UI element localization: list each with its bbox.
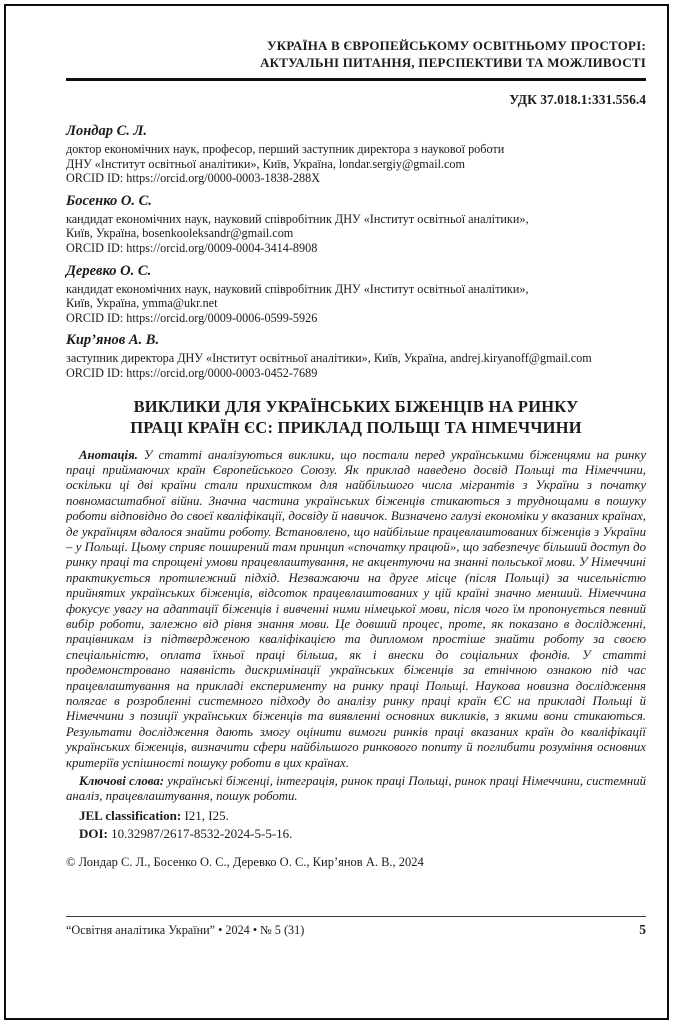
keywords-text: українські біженці, інтеграція, ринок праці Польщі, ринок праці Німеччини, системний аналіз, працевлаштування, пошук роботи.: [66, 774, 646, 804]
author-block-bosenko: [66, 193, 646, 256]
page-content: [66, 0, 646, 870]
journal-header-line1: УКРАЇНА В ЄВРОПЕЙСЬКОМУ ОСВІТНЬОМУ ПРОСТОРІ:: [267, 38, 646, 53]
article-title-line2: ПРАЦІ КРАЇН ЄС: ПРИКЛАД ПОЛЬЩІ ТА НІМЕЧЧИНИ: [130, 418, 582, 438]
footer-journal-info: “Освітня аналітика України” • 2024 • № 5 (31): [66, 923, 305, 937]
abstract-text: У статті аналізуються виклики, що постали перед українськими біженцями на ринку праці приймаючих країн Європейського Союзу. Як приклад наведено досвід Польщі та Німеччини, оскільки ці дві країни стали прихистком для найбільшого числа мігрантів з України з початку повномасштабної війни. Значна частина українських біженців стикаються з труднощами в пошуку роботи відповідно до своєї кваліфікації, досвіду й навичок. Визначено галузі економіки у вказаних країнах, де українцям вдалося знайти роботу. Встановлено, що найбільше працевлаштованих біженців з України – у Польщі. Цьому сприяє поширений там принцип «спочатку працюй», що забезпечує більший доступ до ринку праці та спрощені умови працевлаштування, не акцентуючи на знанні польської мови. У Німеччині практикується протилежний підхід. Незважаючи на друге місце (після Польщі) за чисельністю прийнятих українських біженців, відсоток працевлаштованих у цій країні значно менший. Німеччина фокусує увагу на адаптації біженців і вивченні ними німецької мови, після чого їм пропонується певний вибір роботи, залежно від рівня знання мови. Це довший процес, проте, як показано в дослідженні, працівникам із підтвердженою кваліфікацією та дипломом простіше знайти роботу за своєю спеціальністю, оплата їхньої праці більша, як і внески до соціальних фондів. У статті продемонстровано наявність дискримінації українських біженців за етнічною ознакою під час працевлаштування на прикладі експерименту на ринку праці Польщі. Наукова новизна дослідження полягає в розробленні системного підходу до аналізу ринку праці країн ЄС на прикладі Польщі й Німеччини з позиції українських біженців та виявленні основних викликів, з якими вони стикаються. Результати дослідження дають змогу оцінити вимоги ринків праці вказаних країн до кваліфікації українських біженців, визначити сфери найбільшого ринкового попиту й поглибити розуміння основних критеріїв успішності пошуку роботи в цих країнах.: [66, 447, 647, 770]
author-orcid: ORCID ID: https://orcid.org/0000-0003-1838-288X: [66, 171, 321, 186]
doi-label: DOI:: [79, 826, 108, 842]
jel-line: [66, 808, 646, 824]
page-footer: [66, 916, 646, 938]
author-orcid: ORCID ID: https://orcid.org/0009-0004-3414-8908: [66, 240, 318, 255]
author-affiliation: кандидат економічних наук, науковий співробітник ДНУ «Інститут освітньої аналітики»,: [66, 211, 529, 226]
article-title-line1: ВИКЛИКИ ДЛЯ УКРАЇНСЬКИХ БІЖЕНЦІВ НА РИНКУ: [133, 396, 579, 416]
author-affiliation: заступник директора ДНУ «Інститут освітньої аналітики», Київ, Україна, andrej.kiryanoff@gmail.com: [66, 351, 592, 366]
author-block-londar: [66, 123, 646, 186]
doi-value: 10.32987/2617-8532-2024-5-5-16.: [111, 826, 293, 842]
udc-code: УДК 37.018.1:331.556.4: [509, 92, 646, 107]
author-orcid: ORCID ID: https://orcid.org/0009-0006-0599-5926: [66, 310, 318, 325]
page-number: 5: [639, 922, 646, 937]
abstract-label: Анотація.: [79, 447, 138, 462]
abstract-paragraph: [66, 448, 646, 772]
keywords-paragraph: [66, 774, 646, 805]
author-name: Кир’янов А. В.: [66, 332, 160, 349]
author-block-derevko: [66, 263, 646, 326]
journal-header: [66, 37, 646, 71]
doi-line: [66, 826, 646, 842]
author-name: Лондар С. Л.: [66, 123, 148, 139]
keywords-label: Ключові слова:: [79, 774, 165, 789]
author-affiliation: кандидат економічних наук, науковий співробітник ДНУ «Інститут освітньої аналітики»,: [66, 281, 529, 296]
journal-header-line2: АКТУАЛЬНІ ПИТАННЯ, ПЕРСПЕКТИВИ ТА МОЖЛИВОСТІ: [260, 55, 646, 70]
author-affiliation: доктор економічних наук, професор, перший заступник директора з наукової роботи: [66, 142, 505, 156]
author-affiliation: Київ, Україна, bosenkooleksandr@gmail.com: [66, 226, 294, 241]
author-block-kyryanov: [66, 332, 646, 380]
header-rule: [66, 78, 646, 81]
author-orcid: ORCID ID: https://orcid.org/0000-0003-0452-7689: [66, 365, 318, 380]
article-title: [66, 396, 646, 439]
jel-value: I21, I25.: [184, 807, 229, 823]
author-name: Босенко О. С.: [66, 192, 152, 209]
authors-section: [66, 123, 646, 381]
copyright-line: © Лондар С. Л., Босенко О. С., Деревко О. С., Кир’янов А. В., 2024: [66, 855, 424, 870]
author-name: Деревко О. С.: [66, 262, 152, 279]
author-affiliation: ДНУ «Інститут освітньої аналітики», Київ, Україна, londar.sergiy@gmail.com: [66, 156, 465, 171]
jel-label: JEL classification:: [79, 807, 182, 823]
author-affiliation: Київ, Україна, ymma@ukr.net: [66, 296, 218, 311]
